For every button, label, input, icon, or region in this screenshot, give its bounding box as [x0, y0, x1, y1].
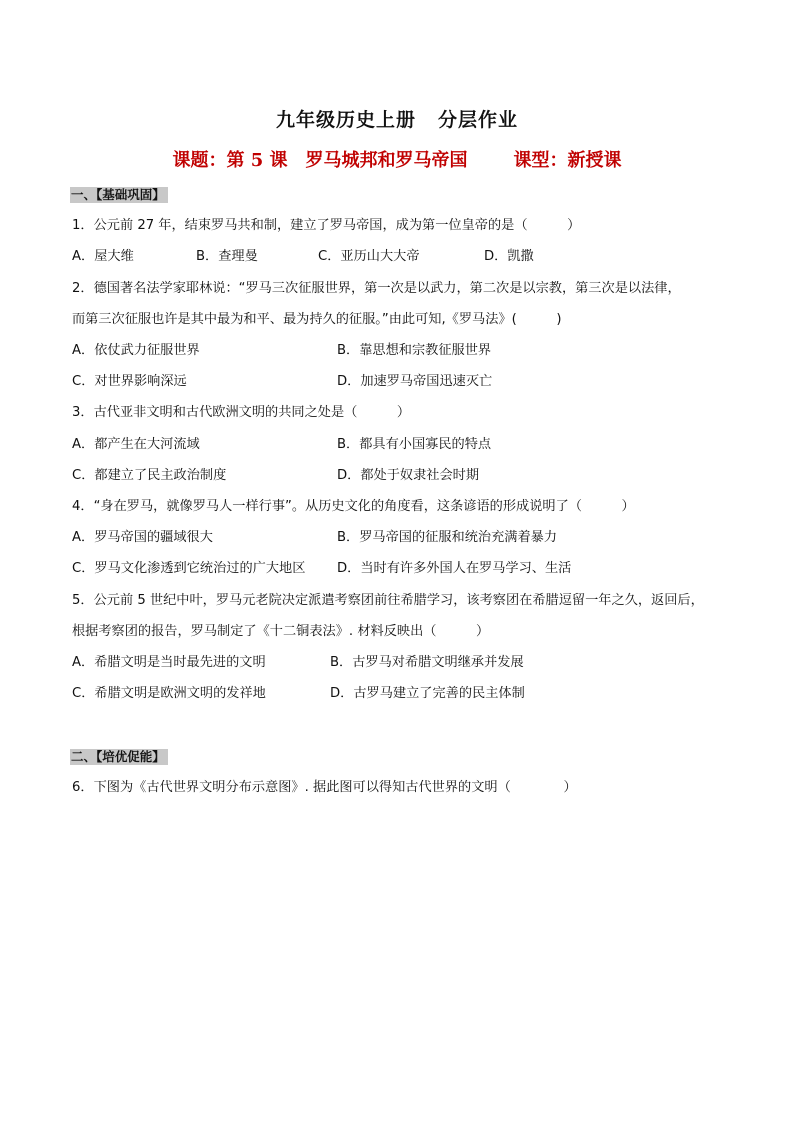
question-2-stem-line-2: 而第三次征服也许是其中最为和平、最为持久的征服。”由此可知,《罗马法》( )	[72, 312, 562, 327]
question-3-option-c: C．都建立了民主政治制度	[72, 468, 227, 483]
title-part-2: 分层作业	[438, 109, 519, 131]
question-1-stem: 1．公元前 27 年，结束罗马共和制，建立了罗马帝国，成为第一位皇帝的是（ ）	[72, 218, 581, 233]
question-5-stem-line-1: 5．公元前 5 世纪中叶，罗马元老院决定派遣考察团前往希腊学习，该考察团在希腊逗留一年之久，返回后，	[72, 593, 704, 608]
lesson-subtitle	[0, 146, 794, 172]
question-3-option-b: B．都具有小国寡民的特点	[337, 437, 492, 452]
question-1-option-c: C．亚历山大大帝	[318, 249, 420, 264]
lesson-type: 课型：新授课	[513, 150, 622, 171]
question-4-option-d: D．当时有许多外国人在罗马学习、生活	[337, 561, 572, 576]
question-1-option-a: A．屋大维	[72, 249, 134, 264]
question-2-stem-line-1: 2．德国著名法学家耶林说：“罗马三次征服世界，第一次是以武力，第二次是以宗教，第三次是以法律，	[72, 281, 681, 296]
section-heading-advanced: 二、【培优促能】	[70, 749, 168, 765]
question-5-option-c: C．希腊文明是欧洲文明的发祥地	[72, 686, 266, 701]
question-5-option-d: D．古罗马建立了完善的民主体制	[330, 686, 525, 701]
question-2-option-b: B．靠思想和宗教征服世界	[337, 343, 492, 358]
question-3-option-a: A．都产生在大河流域	[72, 437, 200, 452]
question-5-stem-line-2: 根据考察团的报告，罗马制定了《十二铜表法》. 材料反映出（ ）	[72, 624, 490, 639]
question-5-option-b: B．古罗马对希腊文明继承并发展	[330, 655, 524, 670]
question-2-option-d: D．加速罗马帝国迅速灭亡	[337, 374, 493, 389]
question-6-stem: 6．下图为《古代世界文明分布示意图》. 据此图可以得知古代世界的文明（ ）	[72, 780, 577, 795]
section-heading-basic: 一、【基础巩固】	[70, 187, 168, 203]
question-2-option-c: C．对世界影响深远	[72, 374, 187, 389]
question-3-option-d: D．都处于奴隶社会时期	[337, 468, 480, 483]
question-4-option-a: A．罗马帝国的疆域很大	[72, 530, 213, 545]
question-1-option-d: D．凯撒	[484, 249, 534, 264]
question-1-option-b: B．查理曼	[196, 249, 258, 264]
question-2-option-a: A．依仗武力征服世界	[72, 343, 200, 358]
question-4-option-c: C．罗马文化渗透到它统治过的广大地区	[72, 561, 306, 576]
question-4-stem: 4．“身在罗马，就像罗马人一样行事”。从历史文化的角度看，这条谚语的形成说明了（ ）	[72, 499, 635, 514]
title-part-1: 九年级历史上册	[275, 109, 416, 131]
page-title	[0, 105, 794, 132]
question-4-option-b: B．罗马帝国的征服和统治充满着暴力	[337, 530, 558, 545]
lesson-topic: 课题：第 5 课 罗马城邦和罗马帝国	[172, 150, 468, 171]
question-5-option-a: A．希腊文明是当时最先进的文明	[72, 655, 266, 670]
question-3-stem: 3．古代亚非文明和古代欧洲文明的共同之处是（ ）	[72, 405, 411, 420]
